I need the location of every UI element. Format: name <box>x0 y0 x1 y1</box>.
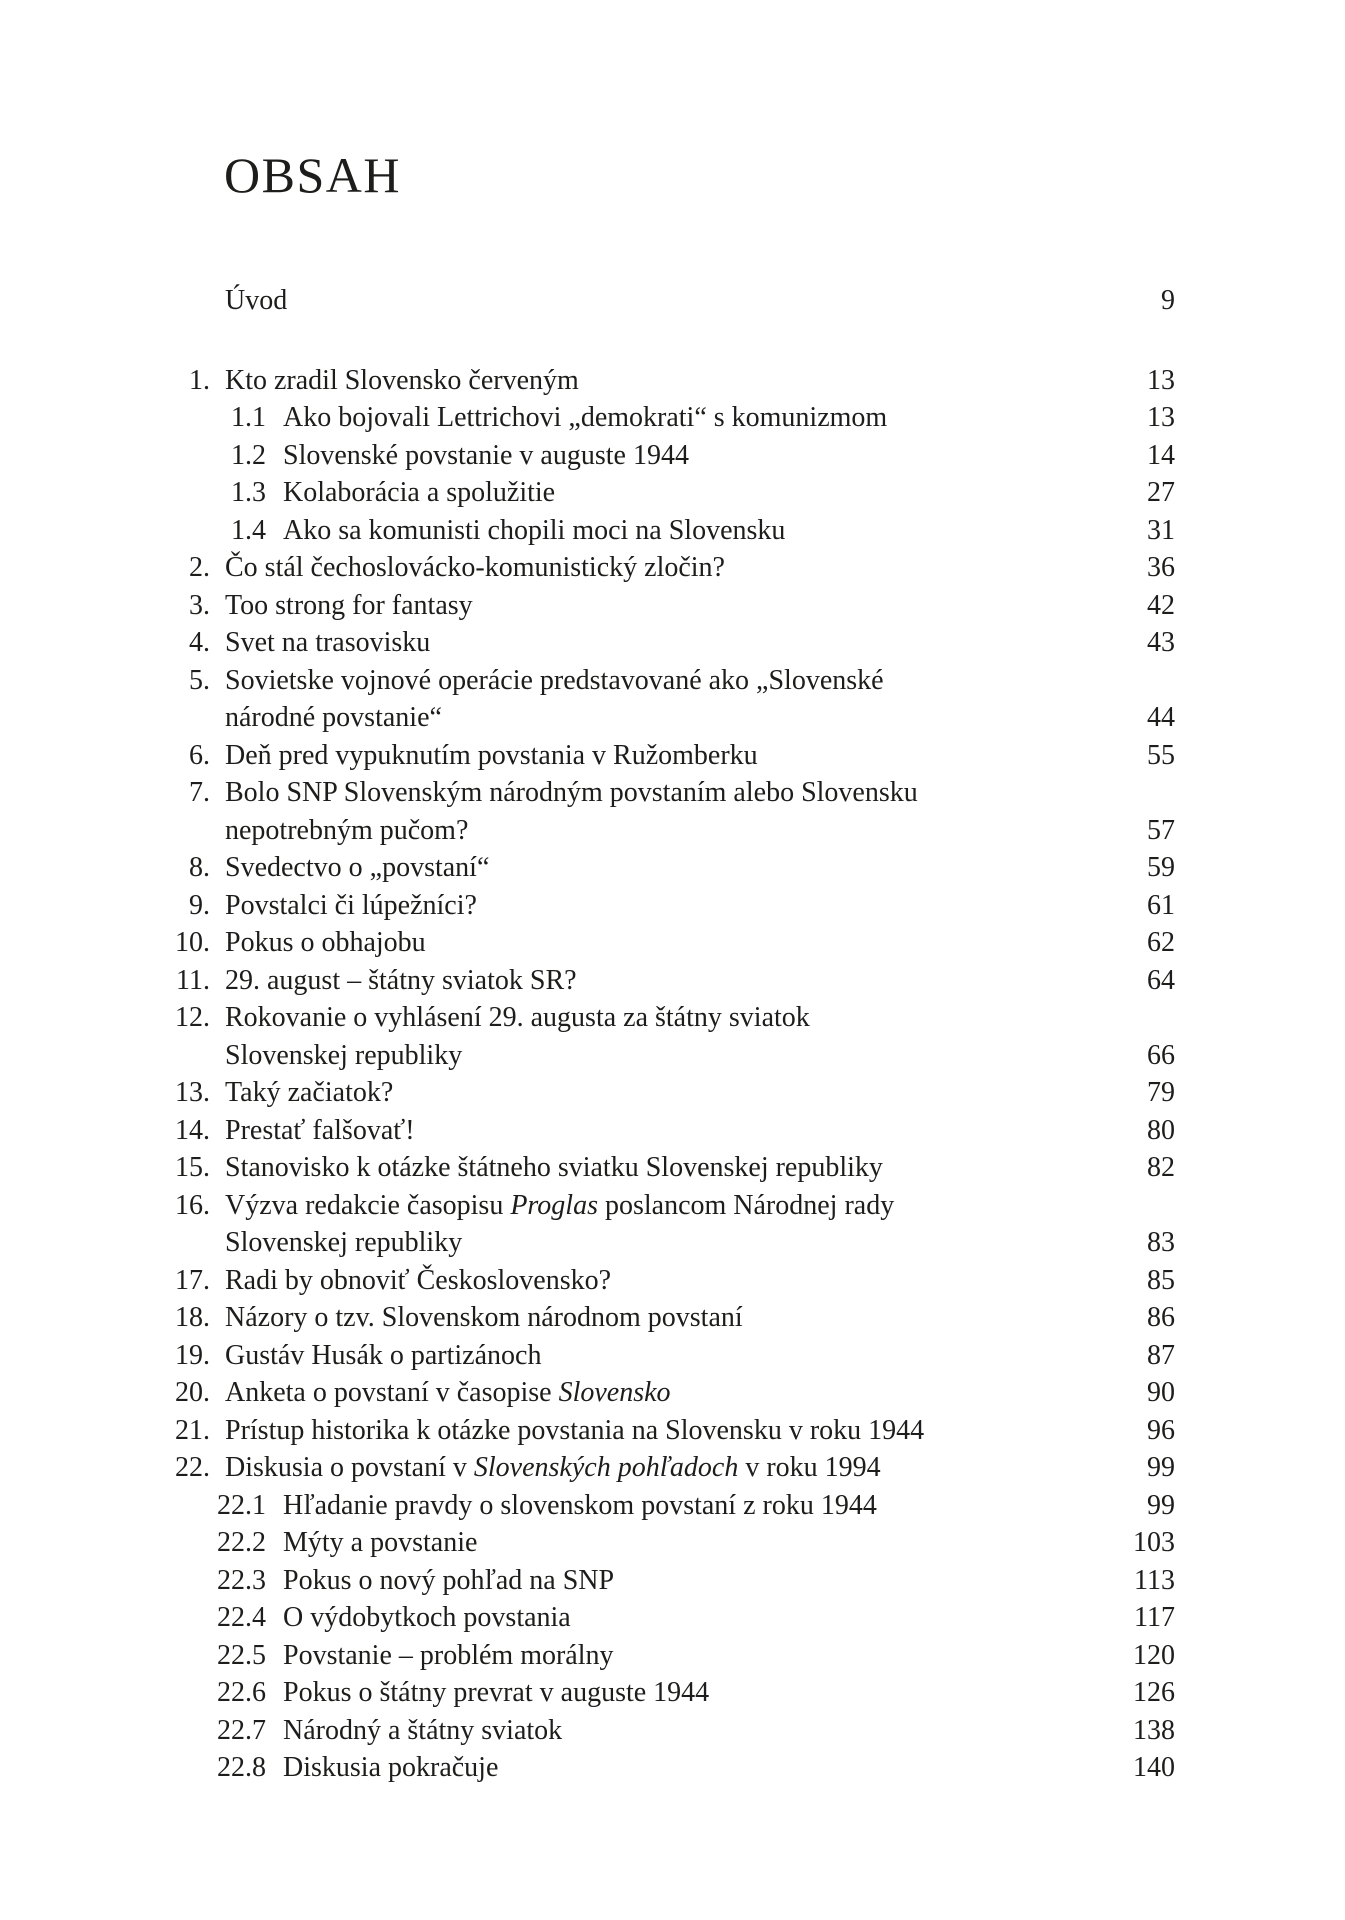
toc-entry-title <box>283 1674 1105 1712</box>
toc-entry <box>140 1712 1175 1750</box>
toc-entry-number: 10. <box>175 927 210 958</box>
toc-entry-page: 80 <box>1147 1114 1175 1146</box>
toc-entry-page: 44 <box>1147 702 1175 733</box>
toc-entry-number: 22.5 <box>217 1639 266 1671</box>
toc-entry-page: 120 <box>1133 1639 1175 1671</box>
toc-entry-page: 55 <box>1147 739 1175 771</box>
toc-entry-title-italic-segment: Slovenských pohľadoch <box>473 1452 739 1483</box>
toc-entry-title-italic-segment: Slovensko <box>558 1377 671 1408</box>
toc-entry-title <box>225 624 1105 662</box>
toc-entry-page: 64 <box>1147 964 1175 996</box>
toc-entry-page: 99 <box>1147 1452 1175 1483</box>
toc-entry-page: 113 <box>1134 1564 1175 1596</box>
toc-entry-number <box>140 1037 210 1075</box>
toc-entry-title-segment: Slovenskej republiky <box>225 1039 463 1071</box>
toc-entry-title <box>225 362 1105 400</box>
toc-entry-page: 117 <box>1134 1602 1175 1633</box>
toc-entry <box>140 549 1175 587</box>
toc-entry-title <box>283 474 1105 512</box>
toc-entry-line <box>140 437 1175 475</box>
toc-entry-line <box>140 662 1175 700</box>
toc-entry <box>140 1749 1175 1787</box>
toc-entry <box>140 362 1175 400</box>
toc-entry-title-segment: Čo stál čechoslovácko-komunistický zločin? <box>225 552 725 583</box>
toc-entry <box>140 1337 1175 1375</box>
toc-entry-page: 86 <box>1147 1302 1175 1333</box>
toc-entry-number: 8. <box>189 852 210 883</box>
toc-entry-title <box>225 699 1105 737</box>
toc-entry <box>140 737 1175 775</box>
toc-entry-line <box>140 887 1175 925</box>
toc-entry-page: 59 <box>1147 852 1175 883</box>
toc-entry <box>140 1412 1175 1450</box>
toc-entry-page: 138 <box>1133 1714 1175 1746</box>
toc-entry-number: 7. <box>189 777 210 808</box>
toc-entry-number: 22.6 <box>217 1677 266 1708</box>
toc-entry-number: 15. <box>175 1152 210 1183</box>
toc-entry-line <box>140 624 1175 662</box>
toc-entry-number <box>140 1224 210 1262</box>
toc-entry-line <box>140 1412 1175 1450</box>
toc-entry-number: 6. <box>189 739 210 771</box>
toc-entry-title <box>225 737 1105 775</box>
toc-entry-line <box>140 1074 1175 1112</box>
toc-entry-title <box>225 1374 1105 1412</box>
toc-entry-number: 1.4 <box>231 514 266 546</box>
toc-entry-line <box>140 362 1175 400</box>
toc-entry-title-segment: Radi by obnoviť Československo? <box>225 1264 612 1296</box>
toc-entry <box>140 1112 1175 1150</box>
toc-entry-line <box>140 1749 1175 1787</box>
toc-entry-line <box>140 737 1175 775</box>
toc-entry <box>140 1674 1175 1712</box>
toc-entry-page: 42 <box>1147 589 1175 621</box>
toc-entry-line <box>140 1674 1175 1712</box>
toc-entry-number: 22.2 <box>217 1527 266 1558</box>
toc-entry-page <box>1105 999 1175 1037</box>
toc-entry-title-segment: Povstanie – problém morálny <box>283 1639 614 1671</box>
toc-entry-title <box>225 1224 1105 1262</box>
toc-entry-line <box>140 1187 1175 1225</box>
toc-entry-page: 87 <box>1147 1339 1175 1371</box>
toc-entry-page: 13 <box>1147 364 1175 396</box>
toc-entry <box>140 282 1175 320</box>
toc-entry-number <box>140 699 210 737</box>
toc-entry-number: 5. <box>189 664 210 696</box>
toc-entry-number: 22.3 <box>217 1564 266 1596</box>
toc-list <box>140 282 1175 1787</box>
toc-entry-title <box>225 1187 1105 1225</box>
toc-entry-number: 1.3 <box>231 477 266 508</box>
toc-entry-title <box>225 587 1105 625</box>
toc-entry-number: 22.4 <box>217 1602 266 1633</box>
toc-entry-title-segment: Prestať falšovať! <box>225 1114 415 1146</box>
toc-entry-number: 3. <box>189 589 210 621</box>
toc-entry-number: 1.1 <box>231 402 266 433</box>
toc-entry-number: 22.1 <box>217 1489 266 1521</box>
toc-entry <box>140 399 1175 437</box>
toc-entry <box>140 1262 1175 1300</box>
toc-entry-title <box>225 1337 1105 1375</box>
toc-entry-page: 13 <box>1147 402 1175 433</box>
toc-entry-line <box>140 1112 1175 1150</box>
toc-entry-number <box>140 812 210 850</box>
toc-entry-title <box>225 1412 1105 1450</box>
toc-entry-title <box>225 549 1105 587</box>
toc-entry-page <box>1105 1187 1175 1225</box>
toc-entry <box>140 1487 1175 1525</box>
toc-entry-title-segment: Sovietske vojnové operácie predstavované ako „Slovenské <box>225 664 884 696</box>
toc-entry-title-segment: Bolo SNP Slovenským národným povstaním alebo Slovensku <box>225 777 918 808</box>
toc-entry-line <box>140 549 1175 587</box>
toc-entry <box>140 1449 1175 1487</box>
toc-entry <box>140 587 1175 625</box>
toc-entry-number: 11. <box>176 964 210 996</box>
toc-entry-number: 16. <box>175 1189 210 1221</box>
toc-entry-number: 13. <box>175 1077 210 1108</box>
toc-entry-line <box>140 1487 1175 1525</box>
toc-entry <box>140 1599 1175 1637</box>
toc-entry-title-segment: Slovenskej republiky <box>225 1227 463 1258</box>
toc-entry-number: 4. <box>189 627 210 658</box>
toc-entry-number: 12. <box>175 1002 210 1033</box>
toc-entry-page: 9 <box>1161 285 1175 316</box>
toc-entry-title-segment: Ako sa komunisti chopili moci na Slovensku <box>283 514 786 546</box>
toc-entry <box>140 774 1175 849</box>
toc-entry-title-segment: Stanovisko k otázke štátneho sviatku Slovenskej republiky <box>225 1152 883 1183</box>
toc-entry-number: 22. <box>175 1452 210 1483</box>
toc-entry <box>140 924 1175 962</box>
toc-entry-page: 83 <box>1147 1227 1175 1258</box>
toc-entry <box>140 1149 1175 1187</box>
toc-entry-title-segment: Kto zradil Slovensko červeným <box>225 364 579 396</box>
toc-entry <box>140 1074 1175 1112</box>
toc-entry-title-segment: 29. august – štátny sviatok SR? <box>225 964 577 996</box>
toc-entry <box>140 1562 1175 1600</box>
toc-entry-title <box>283 512 1105 550</box>
toc-entry-line <box>140 999 1175 1037</box>
toc-entry-title <box>225 812 1105 850</box>
toc-entry-page <box>1105 662 1175 700</box>
toc-entry-page: 79 <box>1147 1077 1175 1108</box>
toc-entry-title-segment: Pokus o obhajobu <box>225 927 426 958</box>
toc-entry-title <box>225 1262 1105 1300</box>
toc-entry-line <box>140 399 1175 437</box>
toc-entry-line <box>140 962 1175 1000</box>
toc-entry-page: 27 <box>1147 477 1175 508</box>
toc-entry-number: 22.8 <box>217 1752 266 1783</box>
toc-entry <box>140 1299 1175 1337</box>
toc-entry-title-segment: Výzva redakcie časopisu <box>225 1189 511 1221</box>
toc-entry-line <box>140 774 1175 812</box>
toc-entry-title-segment: Deň pred vypuknutím povstania v Ružomberku <box>225 739 758 771</box>
toc-entry-number: 17. <box>175 1264 210 1296</box>
toc-entry-page: 31 <box>1147 514 1175 546</box>
toc-entry-line <box>140 1637 1175 1675</box>
toc-entry-page: 82 <box>1147 1152 1175 1183</box>
toc-entry <box>140 887 1175 925</box>
toc-entry <box>140 437 1175 475</box>
toc-entry-number: 1.2 <box>231 439 266 471</box>
page-title: OBSAH <box>224 147 401 203</box>
toc-entry-title <box>225 1299 1105 1337</box>
toc-entry <box>140 1637 1175 1675</box>
toc-entry-title <box>225 849 1105 887</box>
toc-entry <box>140 1374 1175 1412</box>
toc-entry-title-segment: Hľadanie pravdy o slovenskom povstaní z roku 1944 <box>283 1489 877 1521</box>
toc-entry-title <box>225 1112 1105 1150</box>
toc-entry-title-segment: poslancom Národnej rady <box>597 1189 895 1221</box>
toc-entry-page: 66 <box>1147 1039 1175 1071</box>
toc-entry-line <box>140 1037 1175 1075</box>
toc-entry-page: 126 <box>1133 1677 1175 1708</box>
toc-entry-line <box>140 849 1175 887</box>
toc-entry-line <box>140 1599 1175 1637</box>
toc-entry-title <box>225 887 1105 925</box>
toc-entry-title-segment: Too strong for fantasy <box>225 589 473 621</box>
toc-entry-number: 14. <box>175 1114 210 1146</box>
toc-entry-title-segment: Kolaborácia a spolužitie <box>283 477 556 508</box>
toc-entry-title <box>225 962 1105 1000</box>
toc-entry-line <box>140 699 1175 737</box>
toc-entry-title-segment: O výdobytkoch povstania <box>283 1602 571 1633</box>
toc-entry-line <box>140 1712 1175 1750</box>
toc-entry-number: 1. <box>189 364 210 396</box>
toc-entry-title <box>283 1524 1105 1562</box>
toc-entry-page: 36 <box>1147 552 1175 583</box>
toc-entry-page: 14 <box>1147 439 1175 471</box>
toc-entry-title-segment: Anketa o povstaní v časopise <box>225 1377 559 1408</box>
toc-entry <box>140 1187 1175 1262</box>
toc-entry-line <box>140 282 1175 320</box>
toc-entry-line <box>140 587 1175 625</box>
toc-entry-title-segment: Slovenské povstanie v auguste 1944 <box>283 439 689 471</box>
toc-entry-number: 19. <box>175 1339 210 1371</box>
toc-entry-title <box>225 1449 1105 1487</box>
toc-entry-number: 21. <box>175 1414 210 1446</box>
toc-entry-page: 99 <box>1147 1489 1175 1521</box>
toc-entry-line <box>140 1524 1175 1562</box>
toc-entry-title <box>225 662 1105 700</box>
toc-entry-title-segment: v roku 1994 <box>738 1452 881 1483</box>
toc-entry-line <box>140 1224 1175 1262</box>
toc-entry-line <box>140 1449 1175 1487</box>
toc-entry-title <box>283 1637 1105 1675</box>
toc-entry-title-segment: Ako bojovali Lettrichovi „demokrati“ s komunizmom <box>283 402 888 433</box>
toc-entry-title-segment: Svet na trasovisku <box>225 627 431 658</box>
toc-entry <box>140 999 1175 1074</box>
toc-entry-page: 85 <box>1147 1264 1175 1296</box>
toc-entry-line <box>140 1337 1175 1375</box>
toc-entry-title-segment: Povstalci či lúpežníci? <box>225 889 477 921</box>
toc-entry <box>140 624 1175 662</box>
toc-entry-title <box>283 399 1105 437</box>
toc-entry-title <box>283 1712 1105 1750</box>
toc-entry-title-segment: Svedectvo o „povstaní“ <box>225 852 490 883</box>
toc-entry-page: 140 <box>1133 1752 1175 1783</box>
toc-entry-title <box>283 1487 1105 1525</box>
toc-entry-line <box>140 512 1175 550</box>
toc-entry <box>140 512 1175 550</box>
toc-entry-title-segment: Názory o tzv. Slovenskom národnom povstaní <box>225 1302 743 1333</box>
toc-entry-number: 22.7 <box>217 1714 266 1746</box>
toc-entry-number: 18. <box>175 1302 210 1333</box>
toc-entry-title-segment: Úvod <box>225 285 288 316</box>
toc-entry-title-segment: Taký začiatok? <box>225 1077 394 1108</box>
toc-entry-line <box>140 474 1175 512</box>
toc-entry-title <box>283 1749 1105 1787</box>
toc-entry-title-segment: Diskusia o povstaní v <box>225 1452 474 1483</box>
toc-entry-line <box>140 924 1175 962</box>
toc-entry-line <box>140 1299 1175 1337</box>
toc-entry <box>140 1524 1175 1562</box>
toc-entry-page: 96 <box>1147 1414 1175 1446</box>
toc-entry-title <box>283 1562 1105 1600</box>
toc-entry-title <box>283 1599 1105 1637</box>
toc-entry-title <box>225 282 1105 320</box>
toc-entry-title <box>225 924 1105 962</box>
toc-entry-title-segment: Mýty a povstanie <box>283 1527 478 1558</box>
toc-entry-page <box>1105 774 1175 812</box>
toc-entry-page: 43 <box>1147 627 1175 658</box>
toc-entry-number: 20. <box>175 1377 210 1408</box>
toc-entry-title <box>225 1037 1105 1075</box>
toc-entry-title-segment: Pokus o štátny prevrat v auguste 1944 <box>283 1677 710 1708</box>
toc-entry-number <box>140 282 210 320</box>
toc-entry-title-segment: Diskusia pokračuje <box>283 1752 499 1783</box>
toc-entry-line <box>140 1374 1175 1412</box>
toc-entry-title <box>225 1149 1105 1187</box>
toc-entry <box>140 849 1175 887</box>
toc-entry-line <box>140 1262 1175 1300</box>
toc-entry-title-segment: Pokus o nový pohľad na SNP <box>283 1564 615 1596</box>
toc-entry-title-segment: nepotrebným pučom? <box>225 814 469 846</box>
toc-entry-page: 62 <box>1147 927 1175 958</box>
toc-entry-title-segment: Prístup historika k otázke povstania na Slovensku v roku 1944 <box>225 1414 925 1446</box>
toc-entry-title <box>283 437 1105 475</box>
toc-entry-line <box>140 1562 1175 1600</box>
toc-entry-page: 90 <box>1147 1377 1175 1408</box>
toc-entry-title-italic-segment: Proglas <box>510 1189 598 1221</box>
toc-entry-title-segment: Rokovanie o vyhlásení 29. augusta za štátny sviatok <box>225 1002 810 1033</box>
toc-entry-title <box>225 999 1105 1037</box>
toc-entry-title <box>225 1074 1105 1112</box>
toc-entry-title <box>225 774 1105 812</box>
toc-entry <box>140 474 1175 512</box>
toc-entry-page: 61 <box>1147 889 1175 921</box>
toc-entry-title-segment: Gustáv Husák o partizánoch <box>225 1339 542 1371</box>
toc-entry-number: 2. <box>189 552 210 583</box>
toc-entry-number: 9. <box>189 889 210 921</box>
toc-entry-page: 103 <box>1133 1527 1175 1558</box>
toc-entry-title-segment: národné povstanie“ <box>225 702 442 733</box>
toc-entry-title-segment: Národný a štátny sviatok <box>283 1714 563 1746</box>
toc-entry-line <box>140 1149 1175 1187</box>
toc-entry-page: 57 <box>1147 814 1175 846</box>
toc-entry-line <box>140 812 1175 850</box>
toc-entry <box>140 962 1175 1000</box>
toc-entry <box>140 662 1175 737</box>
